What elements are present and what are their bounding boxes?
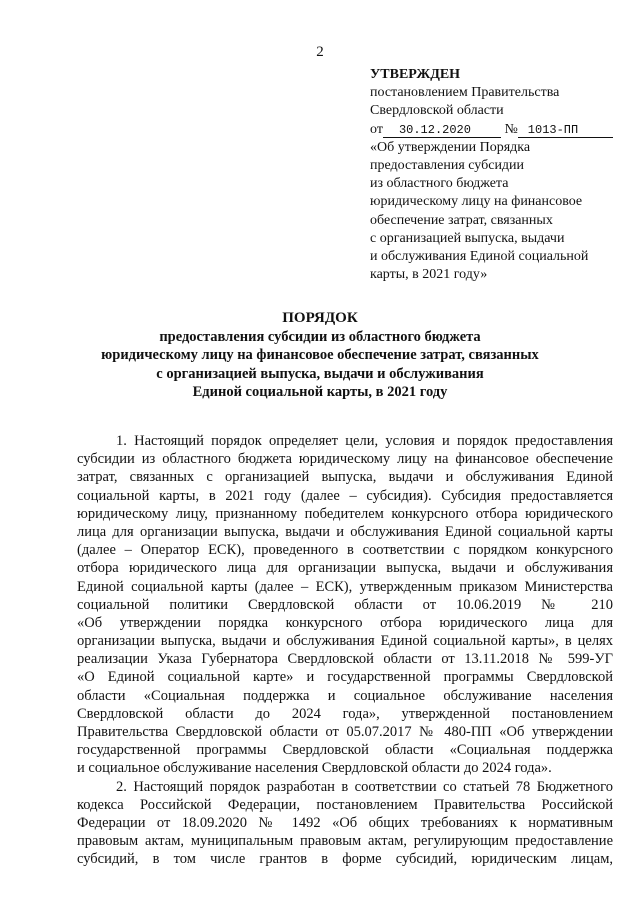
body-line: юридическому лицу, признанному победителем конкурсного отбора юридического <box>77 505 613 522</box>
body-line: области «Социальная поддержка и социальное обслуживание населения <box>77 687 613 704</box>
approval-quote-line: с организацией выпуска, выдачи <box>370 230 565 246</box>
title-main: ПОРЯДОК <box>282 310 358 326</box>
approval-quote-line: карты, в 2021 году» <box>370 267 488 283</box>
document-title <box>60 309 580 402</box>
title-line: предоставления субсидии из областного бюджета <box>159 328 481 345</box>
approval-heading: УТВЕРЖДЕН <box>370 67 461 82</box>
approval-line: Свердловской области <box>370 103 504 119</box>
body-line: Правительства Свердловской области от 05.07.2017 № 480-ПП «Об утверждении <box>77 724 613 740</box>
body-line: (далее – Оператор ЕСК), проведенного в соответствии с порядком конкурсного <box>77 542 613 559</box>
approval-stamp <box>370 66 620 284</box>
body-line: отбора юридического лица для организации выпуска, выдачи и обслуживания <box>77 560 613 577</box>
title-line: с организацией выпуска, выдачи и обслуживания <box>156 365 484 382</box>
body-line: субсидий, в том числе грантов в форме субсидий, юридическим лицам, <box>77 851 613 868</box>
approval-quote-line: и обслуживания Единой социальной <box>370 249 589 265</box>
body-line: социальной политики Свердловской области от 10.06.2019 № 210 <box>77 596 613 613</box>
body-line: социальной карты, в 2021 году (далее – субсидия). Субсидия предоставляется <box>77 487 613 504</box>
body-line: Федерации от 18.09.2020 № 1492 «Об общих требованиях к нормативным <box>77 814 613 831</box>
body-line: 1. Настоящий порядок определяет цели, условия и порядок предоставления <box>116 433 613 449</box>
body-line: Свердловской области до 2024 года», утвержденной постановлением <box>77 705 613 722</box>
body-line: «О Единой социальной карте» и государственной программы Свердловской <box>77 669 613 686</box>
body-line: 2. Настоящий порядок разработан в соответствии со статьей 78 Бюджетного <box>116 778 613 795</box>
title-line: Единой социальной карты, в 2021 году <box>192 384 448 401</box>
number-prefix: № <box>504 121 518 137</box>
body-line: «Об утверждении порядка конкурсного отбора юридического лица для <box>77 614 613 631</box>
approval-date: 30.12.2020 <box>383 123 501 138</box>
body-line: затрат, связанных с организацией выпуска, выдачи и обслуживания Единой <box>77 469 613 486</box>
body-line: реализации Указа Губернатора Свердловской области от 13.11.2018 № 599-УГ <box>77 651 613 668</box>
approval-quote-line: предоставления субсидии <box>370 158 525 174</box>
title-line: юридическому лицу на финансовое обеспечение затрат, связанных <box>101 347 539 364</box>
body-line: и социальное обслуживание населения Свердловской области до 2024 года». <box>77 760 552 777</box>
approval-quote-line: из областного бюджета <box>370 176 509 192</box>
body-line: государственной программы Свердловской области «Социальная поддержка <box>77 742 613 759</box>
page-number: 2 <box>316 44 324 60</box>
approval-quote-line: «Об утверждении Порядка <box>370 139 531 155</box>
body-line: субсидии из областного бюджета юридическому лицу на финансовое обеспечение <box>77 451 613 468</box>
body-line: лица для организации выпуска, выдачи и обслуживания Единой социальной карты <box>77 523 613 540</box>
body-line: организации выпуска, выдачи и обслуживания Единой социальной карты», в целях <box>77 633 613 650</box>
approval-line: постановлением Правительства <box>370 85 560 101</box>
body-line: правовым актам, муниципальным правовым актам, регулирующим предоставление <box>77 833 613 850</box>
document-body <box>77 432 613 869</box>
body-line: кодекса Российской Федерации, постановлением Правительства Российской <box>77 796 613 813</box>
approval-quote-line: юридическому лицу на финансовое <box>370 194 583 210</box>
approval-quote-line: обеспечение затрат, связанных <box>370 212 553 228</box>
body-line: Единой социальной карты (далее – ЕСК), утвержденным приказом Министерства <box>77 578 613 595</box>
approval-date-number <box>370 121 620 139</box>
date-prefix: от <box>370 121 383 137</box>
approval-number: 1013-ПП <box>518 123 613 138</box>
